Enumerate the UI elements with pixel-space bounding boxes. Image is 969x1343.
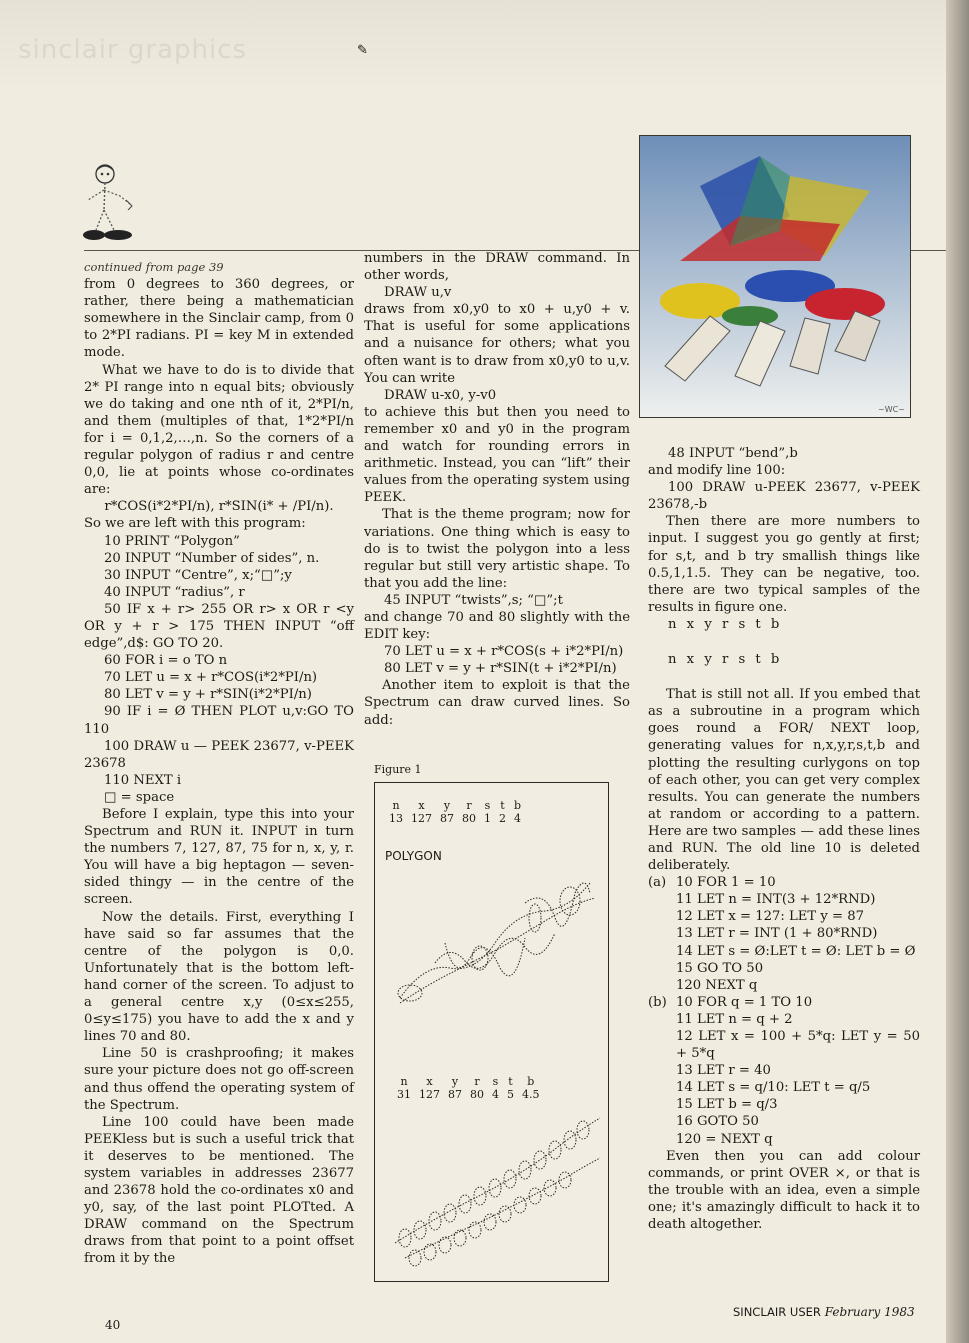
code-line: 10 FOR 1 = 10	[676, 875, 776, 891]
continued-note: continued from page 39	[84, 260, 224, 274]
paint-tubes-illustration	[639, 135, 911, 418]
code-line: 120 NEXT q	[676, 977, 758, 993]
param-header: x	[418, 799, 425, 812]
code-line: 100 DRAW u — PEEK 23677, v-PEEK 23678	[84, 738, 354, 771]
param-value: 1	[484, 812, 491, 825]
curlygon-plot-2	[375, 1108, 608, 1273]
col2-paragraph-5: and change 70 and 80 slightly with the EDIT key:	[364, 609, 630, 643]
magazine-name: SINCLAIR USER	[733, 1305, 821, 1319]
code-line: 30 INPUT “Centre”, x;“□”;y	[104, 567, 292, 583]
code-line: 15 GO TO 50	[676, 960, 764, 976]
param-header: r	[474, 1075, 480, 1088]
code-line: 14 LET s = Ø:LET t = Ø: LET b = Ø	[676, 943, 916, 959]
code-block-a	[648, 874, 920, 994]
block-a-label: (a)	[648, 875, 667, 891]
code-line: 70 LET u = x + r*COS(i*2*PI/n)	[104, 670, 318, 686]
column-1	[84, 259, 354, 1268]
code-line: 80 LET v = y + r*SIN(t + i*2*PI/n)	[384, 661, 617, 677]
code-line: 16 GOTO 50	[676, 1114, 759, 1130]
polygon-title: POLYGON	[385, 849, 442, 863]
param-header: y	[443, 799, 451, 812]
mascot-figure-illustration	[80, 160, 142, 246]
col1-paragraph-6: Line 50 is crashproofing; it makes sure your picture does not go off-screen and thus offend the operating system of the Spectrum.	[84, 1046, 354, 1113]
col1-paragraph-1: from 0 degrees to 360 degrees, or rather, there being a mathematician somewhere in the Sinclair camp, from 0 to 2*PI radians. PI = key M in extended mode.	[84, 277, 354, 361]
col2-paragraph-2: draws from x0,y0 to x0 + u,y0 + v. That is useful for some applications and a nuisance for others; what you often want is to draw from x0,y0 to u,v. You can write	[364, 302, 630, 386]
col3-paragraph-3: That is still not all. If you embed that as a subroutine in a program which goes round a FOR/ NEXT loop, generating values for n,x,y,r,s,t,b and plotting the resulting curlygons on top of each other, you can get very complex results. You can generate the numbers at random or according to a pattern. Here are two samples — add these lines and RUN. The old line 10 is deleted deliberately.	[648, 687, 920, 874]
code-line: 11 LET n = INT(3 + 12*RND)	[676, 892, 876, 908]
header-ghost-text: sinclair graphics	[18, 35, 248, 65]
param-header: b	[527, 1075, 535, 1088]
col2-paragraph-1: numbers in the DRAW command. In other words,	[364, 251, 630, 284]
param-value: 2	[499, 812, 506, 825]
param-header: n	[392, 799, 400, 812]
param-value: 80	[470, 1088, 484, 1101]
col2-paragraph-3: to achieve this but then you need to remember x0 and y0 in the program and watch for rounding errors in arithmetic. Instead, you can “lift” their values from the operating system using PEEK.	[364, 404, 630, 506]
col3-paragraph-1: and modify line 100:	[648, 463, 786, 479]
param-header: t	[500, 799, 505, 812]
code-line: 40 INPUT “radius”, r	[104, 584, 245, 600]
footer-masthead	[733, 1305, 915, 1319]
figure-1-box	[374, 782, 609, 1282]
col3-paragraph-4: Even then you can add colour commands, or print OVER ×, or that is the trouble with an idea, even a simple one; it's amazingly difficult to hack it to death altogether.	[648, 1148, 920, 1233]
code-line: 120 = NEXT q	[676, 1131, 773, 1147]
code-line: 50 IF x + r> 255 OR r> x OR r <y OR y + r > 175 THEN INPUT “off edge”,d$: GO TO 20.	[84, 601, 354, 652]
col1-paragraph-4: Before I explain, type this into your Spectrum and RUN it. INPUT in turn the numbers 7, 127, 87, 75 for n, x, y, r. You will have a big heptagon — seven-sided thingy — in the centre of the screen.	[84, 807, 354, 908]
code-line: DRAW u,v	[384, 285, 452, 301]
code-line: 13 LET r = INT (1 + 80*RND)	[676, 926, 878, 942]
param-value: 31	[397, 1088, 411, 1101]
param-value: 13	[389, 812, 403, 825]
code-line: 100 DRAW u-PEEK 23677, v-PEEK 23678,-b	[648, 480, 920, 513]
col3-param-row-1: n x y r s t b	[668, 616, 783, 632]
col2-paragraph-6: Another item to exploit is that the Spectrum can draw curved lines. So add:	[364, 678, 630, 728]
param-value: 80	[462, 812, 476, 825]
col2-paragraph-4: That is the theme program; now for variations. One thing which is easy to do is to twist the polygon into a less regular but still very artistic shape. To that you add the line:	[364, 507, 630, 591]
code-line: □ = space	[104, 789, 175, 805]
param-header: r	[466, 799, 472, 812]
curlygon-plot-1	[375, 863, 608, 1043]
issue-date: February 1983	[824, 1305, 915, 1319]
code-line: 80 LET v = y + r*SIN(i*2*PI/n)	[104, 687, 312, 703]
code-line: DRAW u-x0, y-v0	[384, 387, 497, 403]
code-line: 10 PRINT “Polygon”	[104, 533, 240, 549]
block-b-label: (b)	[648, 994, 667, 1010]
col1-paragraph-3: So we are left with this program:	[84, 516, 306, 532]
page-edge-shadow	[946, 0, 969, 1343]
code-line: 60 FOR i = o TO n	[104, 653, 228, 669]
col3-paragraph-2: Then there are more numbers to input. I suggest you go gently at first; for s,t, and b try smallish things like 0.5,1,1.5. They can be negative, too. there are two typical samples of the results in figure one.	[648, 514, 920, 615]
col1-paragraph-2: What we have to do is to divide that 2* PI range into n equal bits; obviously we do taking and one nth of it, 2*PI/n, and them (multiples of that, 1*2*PI/n for i = 0,1,2,…,n. So the corners of a regular polygon of radius r and centre 0,0, lie at points whose co-ordinates are:	[84, 362, 354, 498]
code-line: 14 LET s = q/10: LET t = q/5	[676, 1080, 871, 1096]
code-line: 15 LET b = q/3	[676, 1097, 778, 1113]
code-block-b	[648, 994, 920, 1148]
param-header: b	[514, 799, 522, 812]
param-header: s	[492, 1075, 499, 1088]
param-header: t	[508, 1075, 513, 1088]
sample-2-params	[393, 1075, 544, 1101]
param-value: 127	[419, 1088, 440, 1101]
code-line: 110 NEXT i	[104, 772, 182, 788]
param-header: y	[451, 1075, 459, 1088]
param-value: 4	[492, 1088, 499, 1101]
code-line: 12 LET x = 100 + 5*q: LET y = 50 + 5*q	[676, 1029, 920, 1062]
ink-mark: ✎	[357, 43, 368, 58]
param-value: 87	[448, 1088, 462, 1101]
code-line: 12 LET x = 127: LET y = 87	[676, 909, 865, 925]
param-header: s	[484, 799, 491, 812]
param-value: 4	[514, 812, 522, 825]
code-line: 11 LET n = q + 2	[676, 1011, 793, 1027]
param-value: 4.5	[522, 1088, 540, 1101]
code-line: 70 LET u = x + r*COS(s + i*2*PI/n)	[384, 644, 624, 660]
code-line: 20 INPUT “Number of sides”, n.	[104, 550, 320, 566]
column-2	[364, 250, 630, 729]
param-value: 87	[440, 812, 454, 825]
figure-label: Figure 1	[374, 763, 422, 776]
col1-paragraph-7: Line 100 could have been made PEEKless but is such a useful trick that it deserves to be mentioned. The system variables in addresses 23677 and 23678 hold the co-ordinates x0 and y0, say, of the last point PLOTted. A DRAW command on the Spectrum draws from that point to a point offset from it by the	[84, 1114, 354, 1267]
sample-1-params	[385, 799, 525, 825]
code-line: 48 INPUT “bend”,b	[668, 446, 798, 461]
param-header: x	[426, 1075, 433, 1088]
svg-text:~WC~: ~WC~	[878, 405, 905, 414]
col3-param-row-2: n x y r s t b	[668, 652, 783, 668]
code-line: 10 FOR q = 1 TO 10	[676, 994, 813, 1010]
param-value: 127	[411, 812, 432, 825]
code-line: 45 INPUT “twists”,s; “□”;t	[384, 592, 563, 608]
col1-paragraph-5: Now the details. First, everything I have said so far assumes that the centre of the polygon is 0,0. Unfortunately that is the bottom left-hand corner of the screen. To adjust to a general centre x,y (0≤x≤255, 0≤y≤175) you have to add the x and y lines 70 and 80.	[84, 909, 354, 1045]
param-header: n	[400, 1075, 408, 1088]
column-3	[648, 445, 920, 1233]
col1-formula: r*COS(i*2*PI/n), r*SIN(i* + /PI/n).	[104, 499, 334, 515]
page-number: 40	[105, 1318, 121, 1332]
code-line: 13 LET r = 40	[676, 1063, 771, 1079]
code-line: 90 IF i = Ø THEN PLOT u,v:GO TO 110	[84, 704, 354, 737]
param-value: 5	[507, 1088, 514, 1101]
